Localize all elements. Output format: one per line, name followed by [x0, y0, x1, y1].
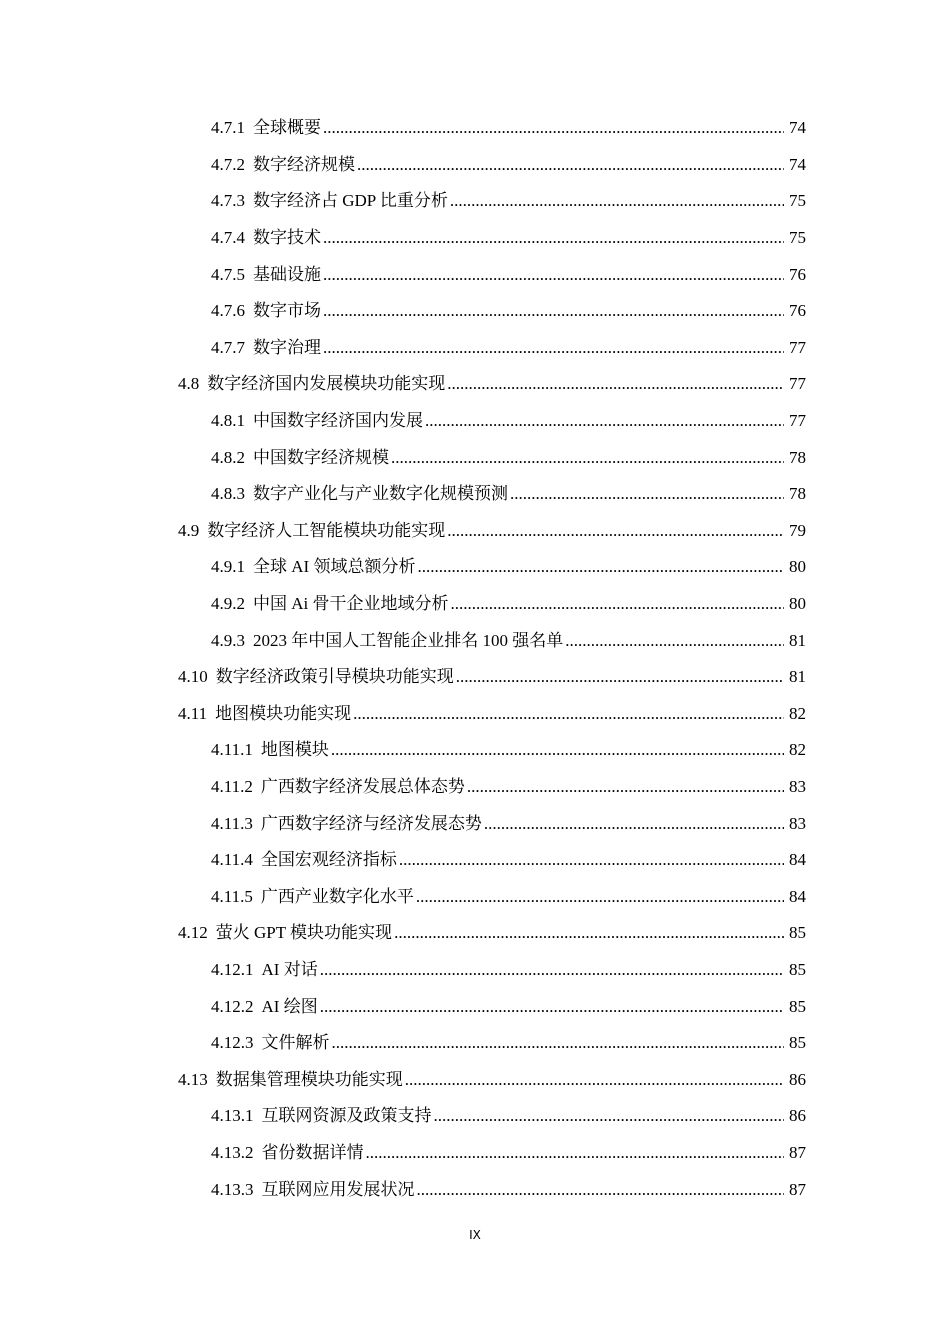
toc-entry[interactable]: [0, 403, 950, 440]
toc-entry-number: 4.13.3: [211, 1179, 254, 1199]
toc-entry[interactable]: [0, 659, 950, 696]
toc-entry[interactable]: [0, 366, 950, 403]
toc-entry[interactable]: [0, 878, 950, 915]
toc-entry[interactable]: [0, 476, 950, 513]
toc-entry-title: 广西产业数字化水平: [260, 886, 414, 906]
toc-entry-page: 82: [789, 703, 806, 723]
toc-entry-page: 77: [789, 337, 806, 357]
toc-dot-leader: [456, 667, 784, 687]
toc-entry-title: 全球 AI 领域总额分析: [253, 557, 416, 577]
toc-entry-title: 数字治理: [253, 337, 321, 357]
toc-entry-title: 数字市场: [253, 301, 321, 321]
toc-entry[interactable]: [0, 915, 950, 952]
toc-entry-title: 萤火 GPT 模块功能实现: [215, 923, 393, 943]
toc-entry[interactable]: [0, 696, 950, 733]
toc-dot-leader: [416, 887, 784, 907]
toc-entry-page: 87: [789, 1142, 806, 1162]
toc-dot-leader: [417, 557, 784, 577]
toc-dot-leader: [434, 1106, 785, 1126]
toc-entry-title: 数字经济人工智能模块功能实现: [207, 520, 446, 540]
toc-dot-leader: [323, 338, 784, 358]
toc-entry[interactable]: [0, 256, 950, 293]
toc-dot-leader: [405, 1070, 784, 1090]
toc-entry[interactable]: [0, 110, 950, 147]
toc-entry-number: 4.13: [178, 1069, 208, 1089]
toc-entry[interactable]: [0, 1098, 950, 1135]
toc-entry[interactable]: [0, 1171, 950, 1208]
toc-dot-leader: [323, 228, 784, 248]
toc-entry-title: 数字经济政策引导模块功能实现: [215, 667, 454, 687]
toc-entry-title: AI 对话: [261, 959, 318, 979]
toc-dot-leader: [332, 1033, 785, 1053]
toc-dot-leader: [391, 448, 784, 468]
toc-entry-number: 4.9: [178, 520, 200, 540]
toc-entry-page: 83: [789, 776, 806, 796]
toc-entry-page: 85: [789, 959, 806, 979]
toc-entry-page: 77: [789, 411, 806, 431]
toc-entry-title: 中国数字经济规模: [253, 447, 389, 467]
toc-entry-page: 81: [789, 667, 806, 687]
toc-entry-page: 79: [789, 520, 806, 540]
toc-entry-number: 4.8.3: [211, 484, 245, 504]
toc-entry-page: 77: [789, 374, 806, 394]
toc-entry-page: 76: [789, 264, 806, 284]
toc-entry[interactable]: [0, 732, 950, 769]
toc-entry-title: 中国 Ai 骨干企业地域分析: [253, 594, 449, 614]
toc-entry-number: 4.9.2: [211, 594, 245, 614]
toc-entry-title: 互联网资源及政策支持: [261, 1106, 432, 1126]
toc-entry-page: 74: [789, 154, 806, 174]
toc-entry-page: 78: [789, 484, 806, 504]
toc-entry-page: 85: [789, 1033, 806, 1053]
toc-entry-title: 互联网应用发展状况: [261, 1179, 415, 1199]
toc-entry-number: 4.10: [178, 667, 208, 687]
toc-entry-title: 数字技术: [253, 228, 321, 248]
toc-entry[interactable]: [0, 439, 950, 476]
toc-entry[interactable]: [0, 147, 950, 184]
toc-entry-page: 80: [789, 557, 806, 577]
toc-dot-leader: [565, 631, 784, 651]
toc-dot-leader: [357, 155, 784, 175]
toc-entry-number: 4.11: [178, 703, 208, 723]
toc-entry[interactable]: [0, 513, 950, 550]
toc-entry[interactable]: [0, 1135, 950, 1172]
toc-entry-page: 86: [789, 1106, 806, 1126]
toc-dot-leader: [467, 777, 784, 797]
toc-entry-number: 4.12: [178, 923, 208, 943]
toc-entry-number: 4.7.2: [211, 154, 245, 174]
toc-entry-number: 4.11.2: [211, 776, 253, 796]
toc-entry-page: 74: [789, 118, 806, 138]
toc-entry[interactable]: [0, 183, 950, 220]
toc-entry-number: 4.7.6: [211, 301, 245, 321]
toc-dot-leader: [417, 1180, 785, 1200]
toc-entry-title: 广西数字经济发展总体态势: [260, 776, 465, 796]
toc-entry-page: 85: [789, 996, 806, 1016]
page-number: IX: [469, 1228, 481, 1242]
toc-entry-page: 81: [789, 630, 806, 650]
toc-entry-title: 数字产业化与产业数字化规模预测: [253, 484, 508, 504]
toc-entry-page: 80: [789, 594, 806, 614]
toc-entry[interactable]: [0, 549, 950, 586]
toc-dot-leader: [425, 411, 784, 431]
toc-entry-number: 4.7.5: [211, 264, 245, 284]
toc-dot-leader: [366, 1143, 785, 1163]
toc-dot-leader: [323, 118, 784, 138]
toc-entry-page: 82: [789, 740, 806, 760]
toc-entry-number: 4.7.4: [211, 228, 245, 248]
toc-entry-title: 数字经济规模: [253, 154, 355, 174]
toc-entry-number: 4.8.1: [211, 411, 245, 431]
toc-dot-leader: [451, 594, 785, 614]
toc-entry[interactable]: [0, 330, 950, 367]
toc-dot-leader: [323, 265, 784, 285]
toc-entry-page: 75: [789, 191, 806, 211]
toc-entry[interactable]: [0, 586, 950, 623]
toc-entry-number: 4.11.1: [211, 740, 253, 760]
toc-dot-leader: [447, 374, 784, 394]
toc-entry[interactable]: [0, 220, 950, 257]
toc-entry-page: 87: [789, 1179, 806, 1199]
toc-entry[interactable]: [0, 769, 950, 806]
toc-entry-number: 4.7.3: [211, 191, 245, 211]
toc-entry-number: 4.7.7: [211, 337, 245, 357]
toc-entry[interactable]: [0, 842, 950, 879]
toc-dot-leader: [320, 960, 784, 980]
toc-dot-leader: [447, 521, 784, 541]
toc-entry[interactable]: [0, 1061, 950, 1098]
toc-entry-title: 地图模块: [260, 740, 329, 760]
toc-entry-page: 84: [789, 850, 806, 870]
toc-entry-number: 4.12.3: [211, 1033, 254, 1053]
toc-entry-number: 4.13.1: [211, 1106, 254, 1126]
toc-entry[interactable]: [0, 293, 950, 330]
toc-entry-page: 76: [789, 301, 806, 321]
toc-entry-number: 4.9.1: [211, 557, 245, 577]
toc-entry[interactable]: [0, 1025, 950, 1062]
toc-entry-title: 中国数字经济国内发展: [253, 411, 423, 431]
toc-entry-title: 基础设施: [253, 264, 321, 284]
toc-entry-page: 78: [789, 447, 806, 467]
toc-entry-page: 84: [789, 886, 806, 906]
toc-entry-title: 文件解析: [261, 1033, 330, 1053]
toc-entry-title: 数据集管理模块功能实现: [215, 1069, 403, 1089]
toc-entry-number: 4.11.3: [211, 813, 253, 833]
toc-entry-title: 数字经济占 GDP 比重分析: [253, 191, 448, 211]
toc-entry-number: 4.7.1: [211, 118, 245, 138]
toc-entry-title: 省份数据详情: [261, 1142, 364, 1162]
toc-entry[interactable]: [0, 622, 950, 659]
toc-entry-page: 86: [789, 1069, 806, 1089]
toc-entry-title: 广西数字经济与经济发展态势: [260, 813, 482, 833]
toc-entry[interactable]: [0, 805, 950, 842]
toc-entry-page: 75: [789, 228, 806, 248]
toc-dot-leader: [510, 484, 784, 504]
toc-entry-page: 83: [789, 813, 806, 833]
toc-dot-leader: [484, 814, 784, 834]
toc-entry-title: AI 绘图: [261, 996, 318, 1016]
toc-entry[interactable]: [0, 952, 950, 989]
toc-entry-title: 全国宏观经济指标: [260, 850, 397, 870]
toc-entry-title: 2023 年中国人工智能企业排名 100 强名单: [253, 630, 564, 650]
toc-entry-number: 4.13.2: [211, 1142, 254, 1162]
toc-dot-leader: [331, 740, 784, 760]
toc-dot-leader: [353, 704, 784, 724]
toc-entry-title: 全球概要: [253, 118, 321, 138]
toc-entry-number: 4.8: [178, 374, 200, 394]
table-of-contents: [0, 110, 950, 1208]
toc-dot-leader: [323, 301, 784, 321]
toc-entry-number: 4.11.4: [211, 850, 253, 870]
toc-entry-title: 地图模块功能实现: [215, 703, 352, 723]
toc-entry-number: 4.12.1: [211, 959, 254, 979]
toc-dot-leader: [450, 191, 784, 211]
toc-entry-number: 4.8.2: [211, 447, 245, 467]
toc-entry-number: 4.11.5: [211, 886, 253, 906]
toc-entry-number: 4.9.3: [211, 630, 245, 650]
toc-entry-number: 4.12.2: [211, 996, 254, 1016]
toc-entry[interactable]: [0, 988, 950, 1025]
toc-dot-leader: [399, 850, 784, 870]
toc-dot-leader: [394, 923, 784, 943]
toc-entry-page: 85: [789, 923, 806, 943]
toc-entry-title: 数字经济国内发展模块功能实现: [207, 374, 446, 394]
toc-dot-leader: [320, 997, 784, 1017]
